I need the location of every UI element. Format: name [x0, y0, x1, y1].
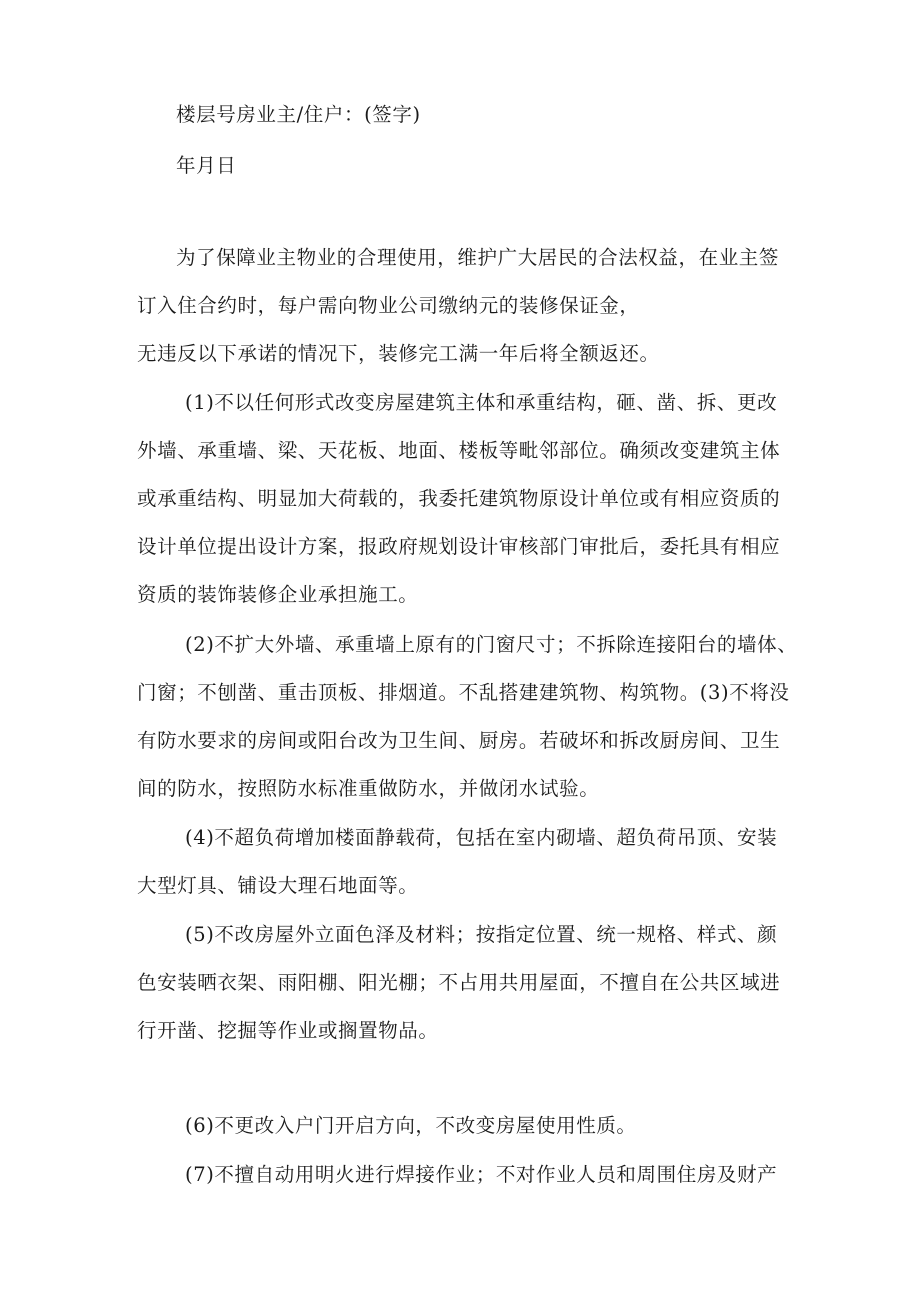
clause-line: (7)不擅自动用明火进行焊接作业；不对作业人员和周围住房及财产: [185, 1163, 778, 1186]
clause-line: 资质的装饰装修企业承担施工。: [137, 583, 419, 606]
clause-line: (4)不超负荷增加楼面静载荷，包括在室内砌墙、超负荷吊顶、安装: [185, 826, 778, 849]
clause-line: 色安装晒衣架、雨阳棚、阳光棚；不占用共用屋面，不擅自在公共区域进: [137, 971, 781, 994]
clause-line: (1)不以任何形式改变房屋建筑主体和承重结构，砸、凿、拆、更改: [185, 391, 778, 414]
clause-line: (6)不更改入户门开启方向，不改变房屋使用性质。: [185, 1114, 637, 1137]
clause-line: (2)不扩大外墙、承重墙上原有的门窗尺寸；不拆除连接阳台的墙体、: [185, 633, 798, 656]
intro-line: 为了保障业主物业的合理使用，维护广大居民的合法权益，在业主签: [176, 246, 780, 269]
clause-line: 设计单位提出设计方案，报政府规划设计审核部门审批后，委托具有相应: [137, 535, 781, 558]
clause-line: 或承重结构、明显加大荷载的，我委托建筑物原设计单位或有相应资质的: [137, 487, 781, 510]
clause-line: 有防水要求的房间或阳台改为卫生间、厨房。若破坏和拆改厨房间、卫生: [137, 729, 781, 752]
clause-line: 门窗；不刨凿、重击顶板、排烟道。不乱搭建建筑物、构筑物。(3)不将没: [137, 681, 790, 704]
intro-line: 订入住合约时，每户需向物业公司缴纳元的装修保证金，: [137, 294, 640, 317]
intro-line: 无违反以下承诺的情况下，装修完工满一年后将全额返还。: [137, 342, 660, 365]
clause-line: 大型灯具、铺设大理石地面等。: [137, 874, 419, 897]
signature-line: 楼层号房业主/住户：(签字): [176, 103, 421, 126]
clause-line: 间的防水，按照防水标准重做防水，并做闭水试验。: [137, 777, 600, 800]
clause-line: 外墙、承重墙、梁、天花板、地面、楼板等毗邻部位。确须改变建筑主体: [137, 439, 781, 462]
clause-line: 行开凿、挖掘等作业或搁置物品。: [137, 1019, 439, 1042]
date-line: 年月日: [176, 154, 237, 177]
clause-line: (5)不改房屋外立面色泽及材料；按指定位置、统一规格、样式、颜: [185, 923, 778, 946]
